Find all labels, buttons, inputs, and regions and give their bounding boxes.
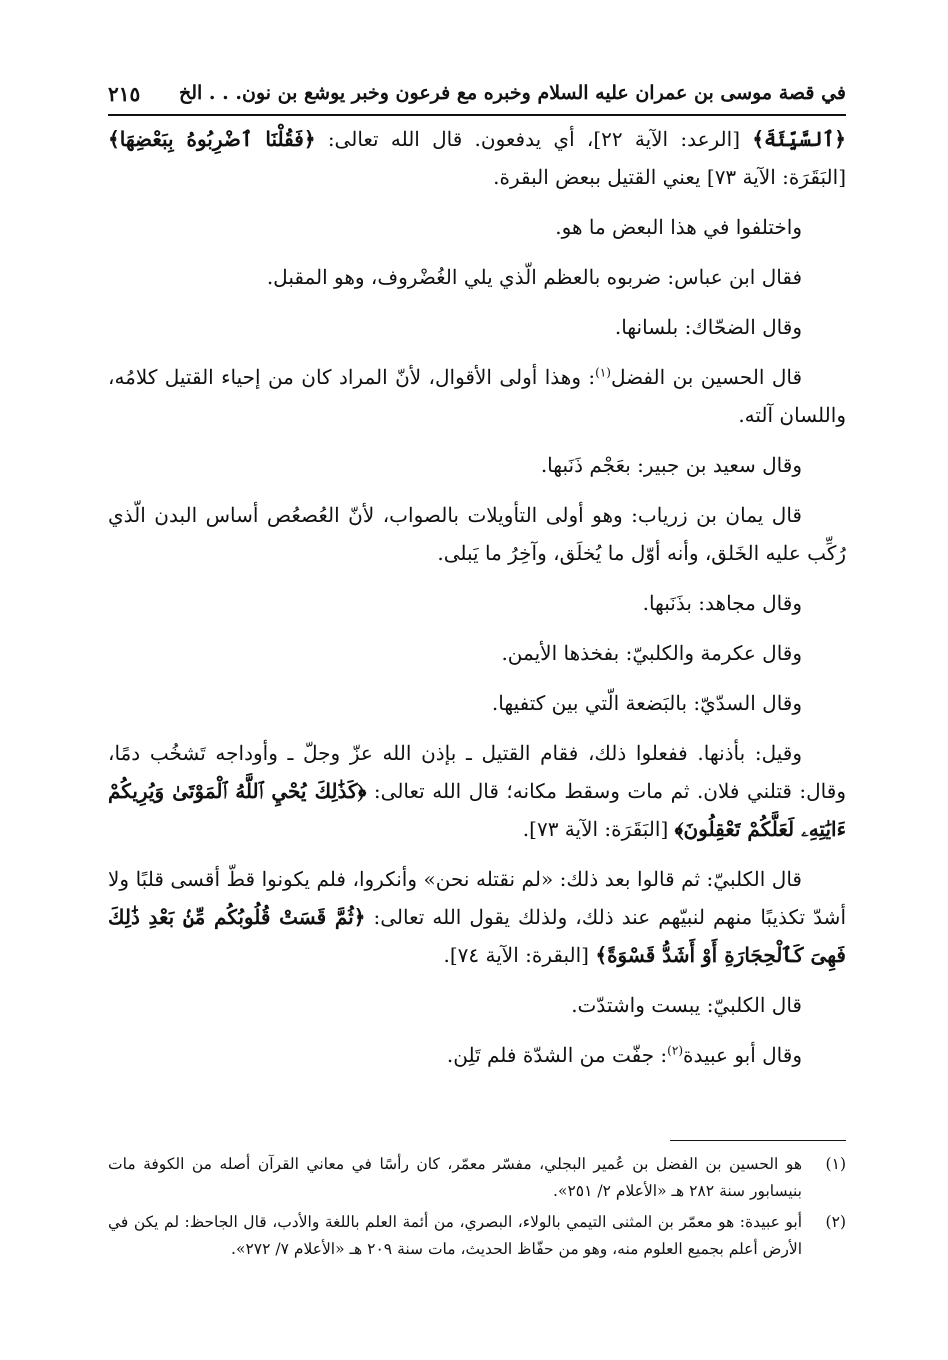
paragraph-p4 xyxy=(108,308,846,346)
footnote-text: أبو عبيدة: هو معمّر بن المثنى التيمي بالولاء، البصري، من أئمة العلم باللغة والأدب، قال الجاحظ: لم يكن في الأرض أعلم بجميع العلوم منه، وهو من حفّاظ الحديث، مات سنة ٢٠٩ هـ «الأعلام ٧/ ٢٧٢». xyxy=(108,1213,802,1258)
paragraph-p8 xyxy=(108,584,846,622)
paragraph-p2 xyxy=(108,208,846,246)
text-segment: [البَقَرَة: الآية ٧٣]. xyxy=(522,817,675,841)
main-text xyxy=(108,120,846,1074)
paragraph-p5 xyxy=(108,358,846,434)
quran-verse: ﴿ثُمَّ قَسَتْ قُلُوبُكُم مِّنۢ بَعْدِ ذَٰلِكَ فَهِىَ كَٱلْحِجَارَةِ أَوْ أَشَدُّ قَسْوَةً﴾ xyxy=(108,905,846,967)
text-segment: وقال سعيد بن جبير: بعَجْم ذَنَبها. xyxy=(540,453,802,477)
paragraph-p12 xyxy=(108,860,846,974)
text-segment: وقال مجاهد: بذَنَبها. xyxy=(642,591,802,615)
footnote-marker: (١) xyxy=(595,365,611,380)
footnote-number: (١) xyxy=(825,1155,846,1173)
text-segment: واختلفوا في هذا البعض ما هو. xyxy=(555,215,802,239)
paragraph-p9 xyxy=(108,634,846,672)
text-segment: وقال الضحّاك: بلسانها. xyxy=(614,315,802,339)
text-segment: وقال أبو عبيدة xyxy=(683,1043,802,1067)
footnote-text: هو الحسين بن الفضل بن عُمير البجلي، مفسّر معمّر، كان رأسًا في معاني القرآن أصله من الكوفة مات بنيسابور سنة ٢٨٢ هـ «الأعلام ٢/ ٢٥١». xyxy=(108,1155,802,1200)
text-segment: قال الحسين بن الفضل xyxy=(610,365,803,389)
footnote xyxy=(108,1209,846,1263)
text-segment: فقال ابن عباس: ضربوه بالعظم الّذي يلي الغُضْروف، وهو المقبل. xyxy=(266,265,802,289)
footnote-number: (٢) xyxy=(825,1213,846,1231)
header-rule xyxy=(108,114,846,116)
paragraph-p10 xyxy=(108,684,846,722)
paragraph-p11 xyxy=(108,734,846,848)
text-segment: [الرعد: الآية ٢٢]، أي يدفعون. قال الله تعالى: xyxy=(315,127,753,151)
paragraph-p14 xyxy=(108,1036,846,1074)
text-segment: وقال عكرمة والكلبيّ: بفخذها الأيمن. xyxy=(501,641,802,665)
text-segment: قال يمان بن زرياب: وهو أولى التأويلات بالصواب، لأنّ العُصعُص أساس البدن الّذي رُكِّب عليه الخَلق، وأنه أوّل ما يُخلَق، وآخِرُ ما يَبلى. xyxy=(108,503,846,565)
footnotes-section xyxy=(108,1140,846,1267)
text-segment: قال الكلبيّ: يبست واشتدّت. xyxy=(571,993,802,1017)
quran-verse: ﴿كَذَٰلِكَ يُحْيِ ٱللَّهُ ٱلْمَوْتَىٰ وَيُرِيكُمْ ءَايَٰتِهِۦ لَعَلَّكُمْ تَعْقِلُونَ﴾ xyxy=(108,779,846,841)
paragraph-p1 xyxy=(108,120,846,196)
quran-verse: ﴿ٱلسَّيِّئَةَ﴾ xyxy=(752,127,846,151)
text-segment: : جفّت من الشدّة فلم تَلِن. xyxy=(446,1043,668,1067)
text-segment: قال الكلبيّ: ثم قالوا بعد ذلك: «لم نقتله نحن» وأنكروا، فلم يكونوا قطّ أقسى قلبًا ولا أشدّ تكذيبًا منهم لنبيّهم عند ذلك، ولذلك يقول الله تعالى: xyxy=(108,867,846,929)
paragraph-p7 xyxy=(108,496,846,572)
paragraph-p6 xyxy=(108,446,846,484)
footnote-list xyxy=(108,1151,846,1263)
book-page xyxy=(108,80,846,1086)
text-segment: [البقرة: الآية ٧٤]. xyxy=(443,943,596,967)
footnote-marker: (٢) xyxy=(667,1043,683,1058)
paragraph-p13 xyxy=(108,986,846,1024)
quran-verse: ﴿فَقُلْنَا ٱضْرِبُوهُ بِبَعْضِهَا﴾ xyxy=(108,127,316,151)
text-segment: [البَقَرَة: الآية ٧٣] يعني القتيل ببعض البقرة. xyxy=(493,165,846,189)
text-segment: : وهذا أولى الأقوال، لأنّ المراد كان من إحياء القتيل كلامُه، واللسان آلته. xyxy=(108,365,846,427)
running-title: في قصة موسى بن عمران عليه السلام وخبره مع فرعون وخبر يوشع بن نون. . . الخ xyxy=(178,82,846,104)
text-segment: وقيل: بأذنها. ففعلوا ذلك، فقام القتيل ـ بإذن الله عزّ وجلّ ـ وأوداجه تَشخُب دمًا، وقال: قتلني فلان. ثم مات وسقط مكانه؛ قال الله تعالى: xyxy=(108,741,846,803)
page-number: ٢١٥ xyxy=(108,82,141,106)
footnote-separator xyxy=(670,1140,846,1141)
footnote xyxy=(108,1151,846,1205)
text-segment: وقال السدّيّ: بالبَضعة الّتي بين كتفيها. xyxy=(491,691,802,715)
paragraph-p3 xyxy=(108,258,846,296)
running-header xyxy=(108,80,846,114)
